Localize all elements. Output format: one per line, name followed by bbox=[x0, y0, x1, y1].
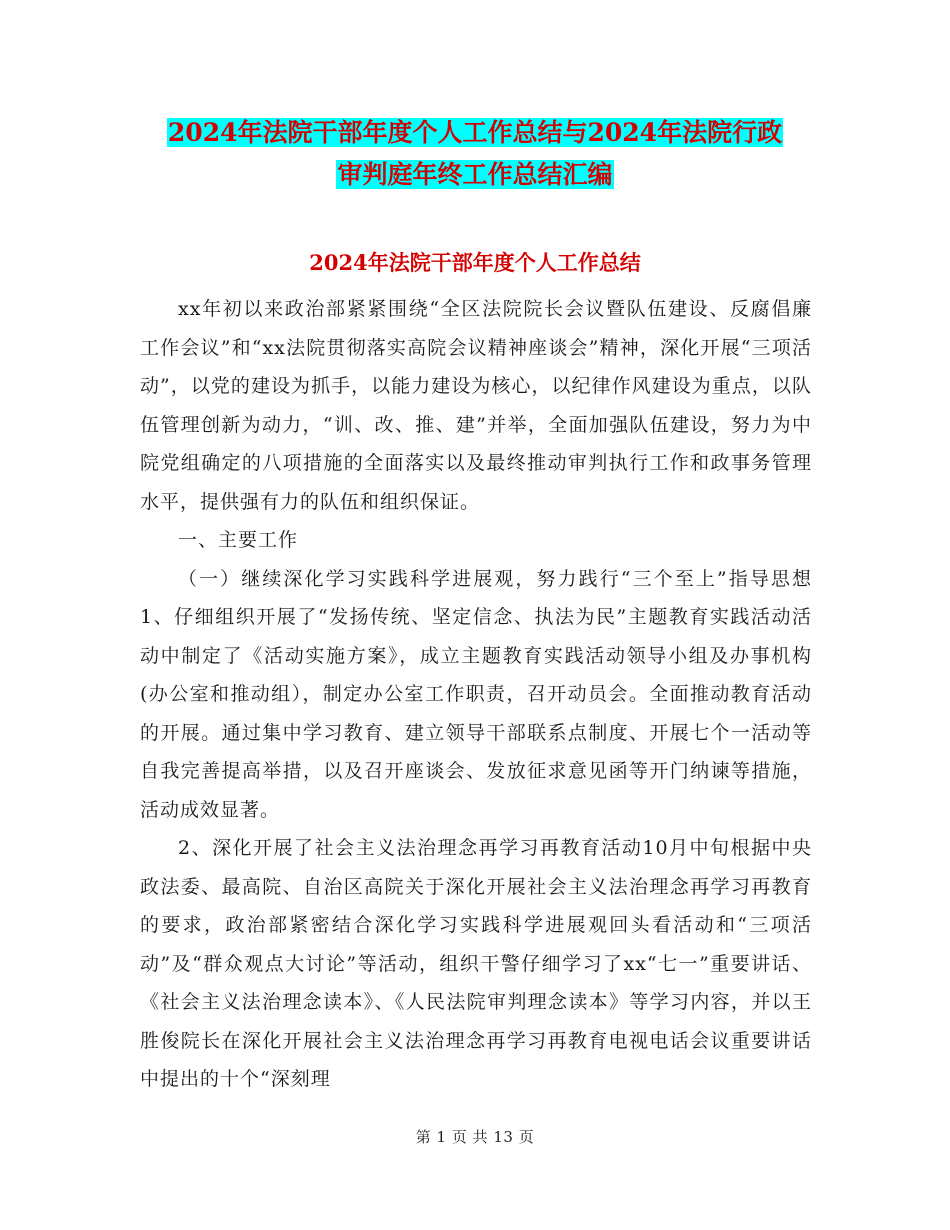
document-body bbox=[140, 290, 812, 1099]
document-title bbox=[140, 112, 810, 196]
document-title-line-2: 审判庭年终工作总结汇编 bbox=[337, 160, 613, 189]
paragraph-item-1: （一）继续深化学习实践科学进展观，努力践行“三个至上”指导思想1、仔细组织开展了“发扬传统、坚定信念、执法为民”主题教育实践活动活动中制定了《活动实施方案》，成立主题教育实践活动领导小组及办事机构(办公室和推动组），制定办公室工作职责，召开动员会。全面推动教育活动的开展。通过集中学习教育、建立领导干部联系点制度、开展七个一活动等自我完善提高举措，以及召开座谈会、发放征求意见函等开门纳谏等措施，活动成效显著。 bbox=[140, 567, 812, 821]
heading-main-work: 一、主要工作 bbox=[178, 529, 299, 551]
paragraph-intro: xx年初以来政治部紧紧围绕“全区法院院长会议暨队伍建设、反腐倡廉工作会议”和“xx法院贯彻落实高院会议精神座谈会”精神，深化开展“三项活动”，以党的建设为抓手，以能力建设为核心，以纪律作风建设为重点，以队伍管理创新为动力，“训、改、推、建”并举，全面加强队伍建设，努力为中院党组确定的八项措施的全面落实以及最终推动审判执行工作和政事务管理水平，提供强有力的队伍和组织保证。 bbox=[140, 298, 812, 513]
document-title-line-1: 2024年法院干部年度个人工作总结与2024年法院行政 bbox=[167, 118, 783, 147]
paragraph-item-2: 2、深化开展了社会主义法治理念再学习再教育活动10月中旬根据中央政法委、最高院、自治区高院关于深化开展社会主义法治理念再学习再教育的要求，政治部紧密结合深化学习实践科学进展观回头看活动和“三项活动”及“群众观点大讨论”等活动，组织干警仔细学习了xx“七一”重要讲话、《社会主义法治理念读本》、《人民法院审判理念读本》等学习内容，并以王胜俊院长在深化开展社会主义法治理念再学习再教育电视电话会议重要讲话中提出的十个“深刻理 bbox=[140, 837, 812, 1090]
page-footer: 第 1 页 共 13 页 bbox=[415, 1128, 535, 1146]
section-title: 2024年法院干部年度个人工作总结 bbox=[309, 250, 641, 275]
